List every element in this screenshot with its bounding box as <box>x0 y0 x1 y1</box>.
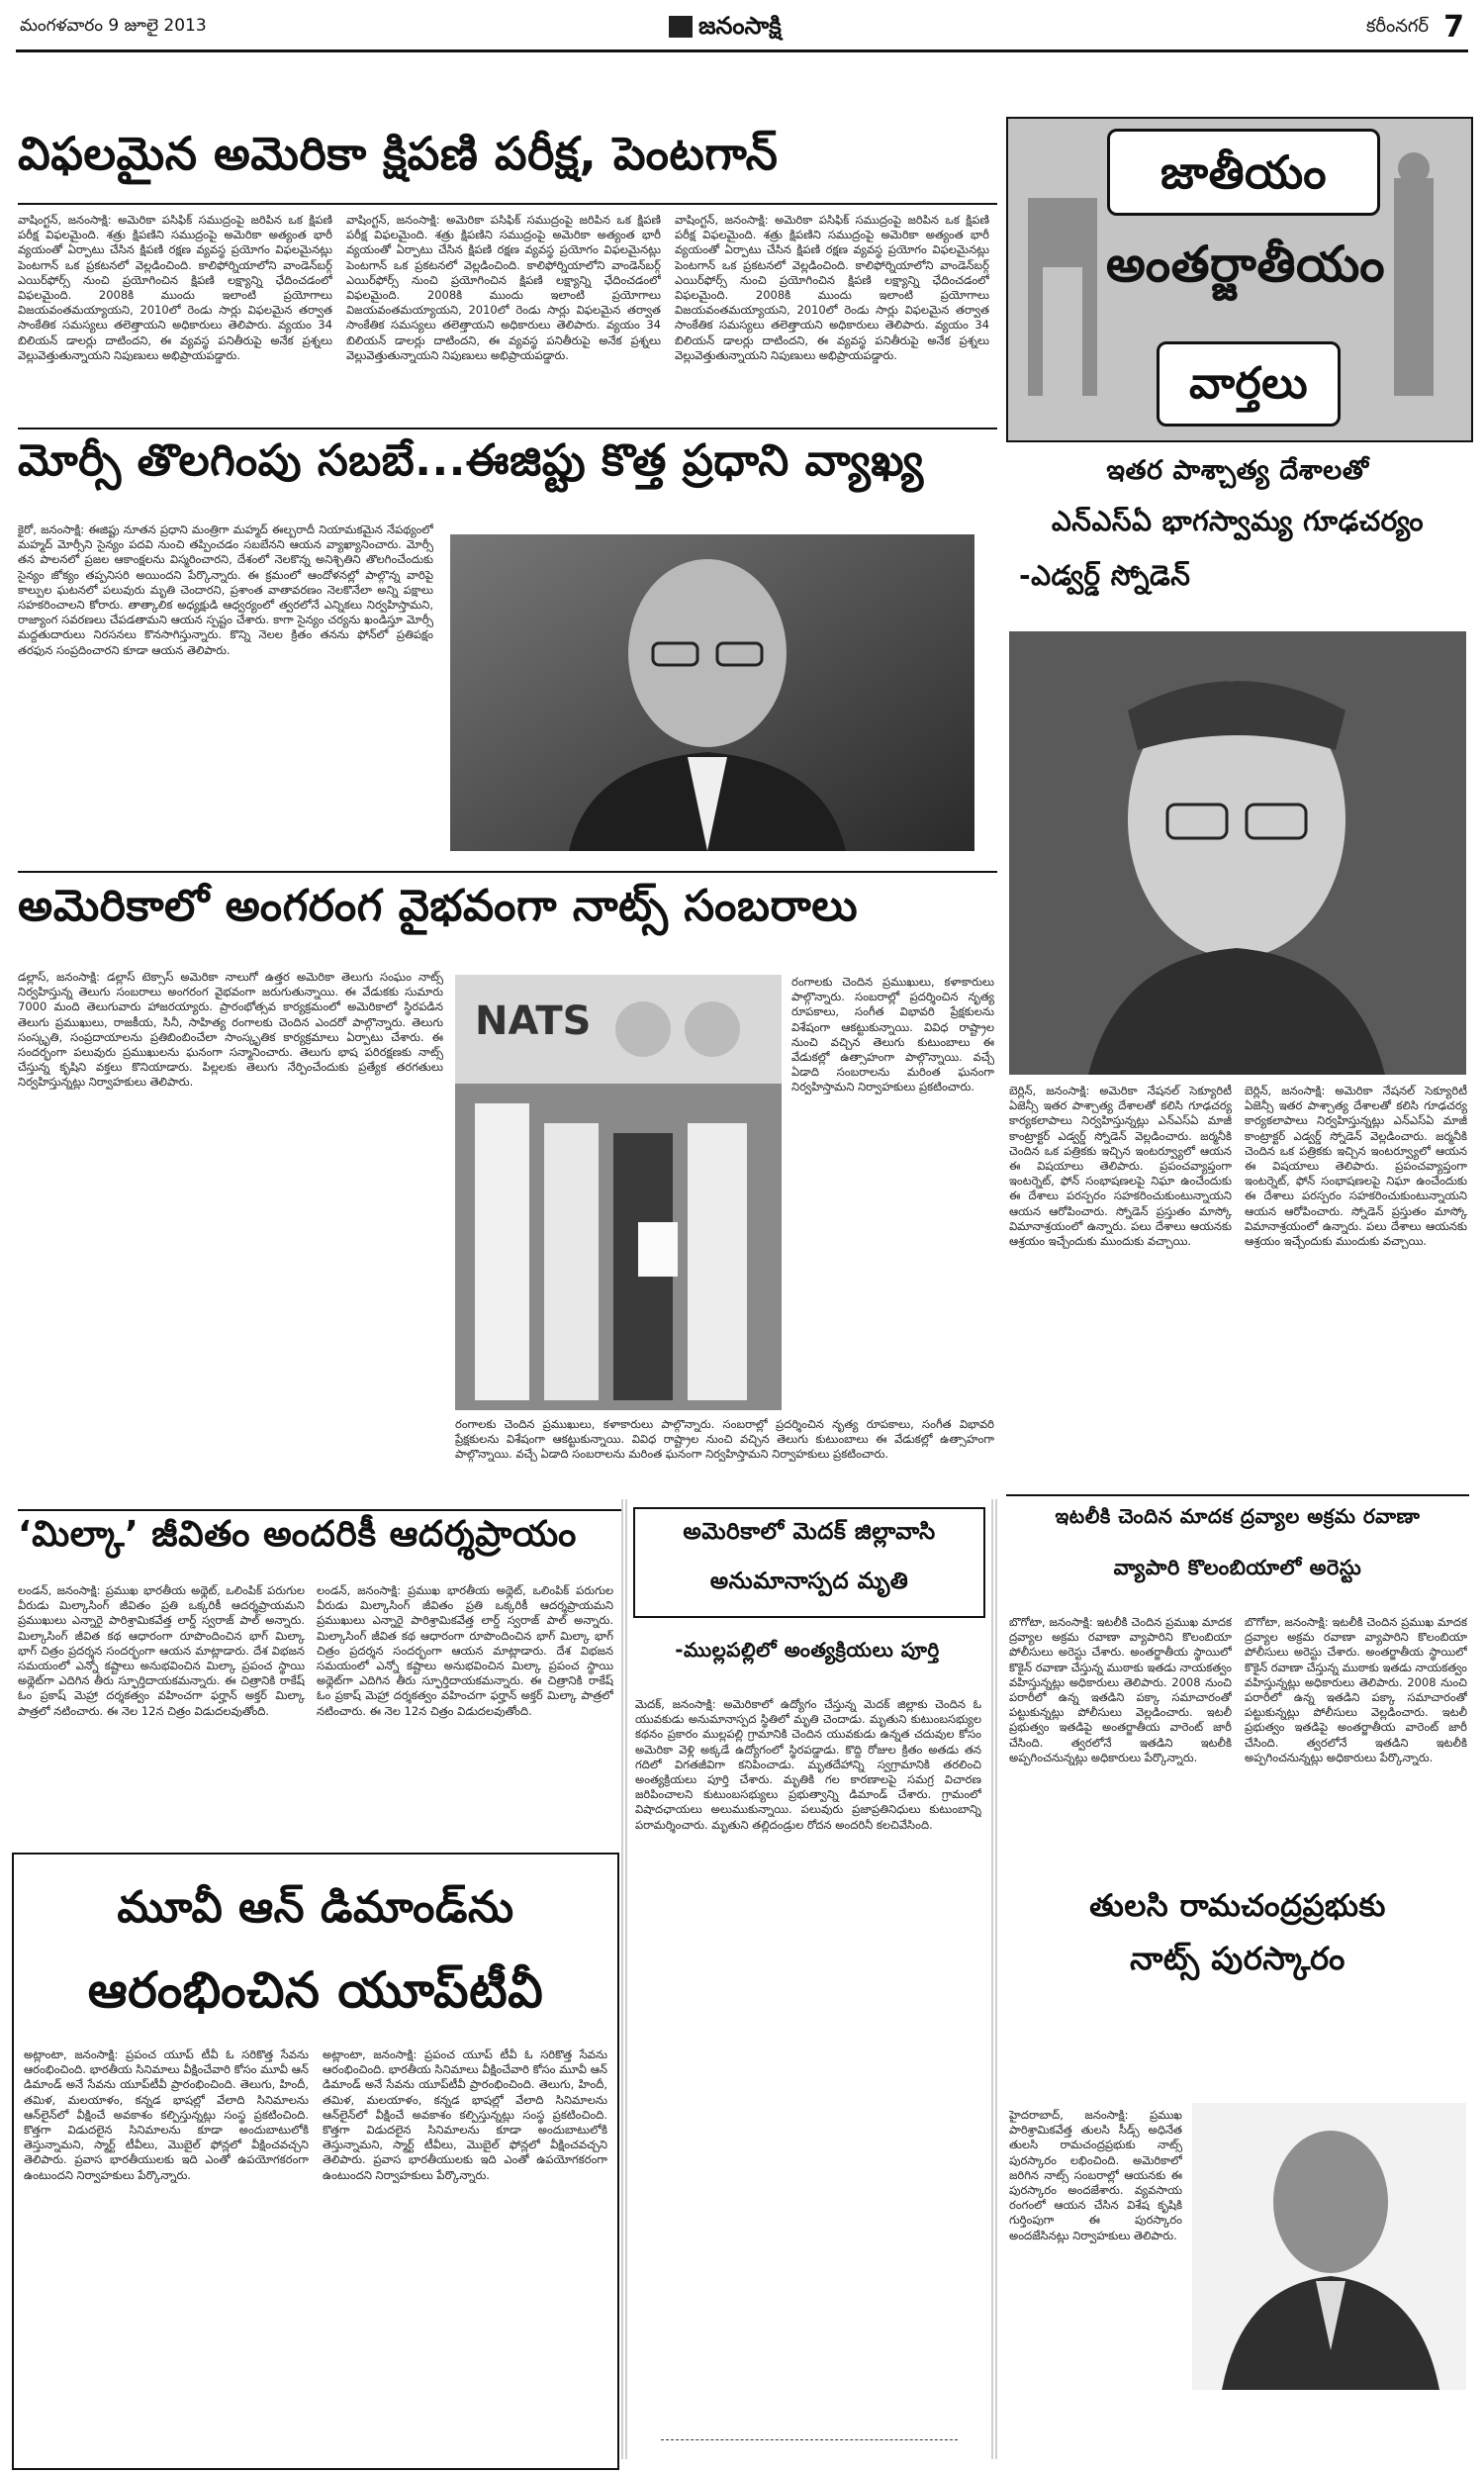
drugs-headline-line2: వ్యాపారి కొలంబియాలో అరెస్టు <box>1113 1556 1362 1579</box>
issue-date: మంగళవారం 9 జూలై 2013 <box>20 16 207 36</box>
uptv-body-col2: అట్లాంటా, జనంసాక్షి: ప్రపంచ యూప్‌ టీవీ ఓ సరికొత్త సేవను ఆరంభించింది. భారతీయ సినిమాలు వీక్షించేవారి కోసం మూవీ ఆన్‌ డిమాండ్‌ అనే సేవను యూప్‌టీవీ ప్రారంభించింది. తెలుగు, హిందీ, తమిళ, మలయాళం, కన్నడ భాషల్లో వేలాది సినిమాలను ఆన్‌లైన్‌లో వీక్షించే అవకాశం కల్పిస్తున్నట్లు సంస్థ ప్రకటించింది. కొత్తగా విడుదలైన సినిమాలను కూడా అందుబాటులోకి తెస్తున్నామని, స్మార్ట్‌ టీవీలు, మొబైల్‌ ఫోన్లలో వీక్షించవచ్చని తెలిపారు. ప్రవాస భారతీయులకు ఇది ఎంతో ఉపయోగకరంగా ఉంటుందని నిర్వాహకులు పేర్కొన్నారు. <box>323 2047 607 2182</box>
nats-banner-text: NATS <box>475 999 592 1044</box>
decorative-border <box>621 1499 627 2459</box>
decorative-border <box>991 1499 997 2459</box>
snowden-body-col1: బెర్లిన్‌, జనంసాక్షి: అమెరికా నేషనల్‌ సెక్యూరిటీ ఏజెన్సీ ఇతర పాశ్చాత్య దేశాలతో కలిసి గూఢచర్య కార్యకలాపాలు నిర్వహిస్తున్నట్లు ఎన్‌ఎస్‌ఏ మాజీ కాంట్రాక్టర్‌ ఎడ్వర్డ్‌ స్నోడెన్‌ వెల్లడించారు. జర్మనీకి చెందిన ఒక పత్రికకు ఇచ్చిన ఇంటర్వ్యూలో ఆయన ఈ విషయాలు తెలిపారు. ప్రపంచవ్యాప్తంగా ఇంటర్నెట్‌, ఫోన్‌ సంభాషణలపై నిఘా ఉంచేందుకు ఈ దేశాలు పరస్పరం సహకరించుకుంటున్నాయని ఆయన ఆరోపించారు. స్నోడెన్‌ ప్రస్తుతం మాస్కో విమానాశ్రయంలో ఉన్నారు. పలు దేశాలు ఆయనకు ఆశ్రయం ఇచ్చేందుకు ముందుకు వచ్చాయి. <box>1009 1084 1232 1249</box>
tulasi-headline-line2: నాట్స్‌ పురస్కారం <box>1130 1940 1345 1977</box>
divider <box>1006 1494 1469 1496</box>
uptv-headline-line1: మూవీ ఆన్‌ డిమాండ్‌ను <box>117 1882 514 1933</box>
dashed-divider <box>661 2439 958 2440</box>
uptv-headline-line2: ఆరంభించిన యూప్‌టీవీ <box>87 1961 544 2019</box>
masthead-bar <box>16 10 1468 52</box>
medak-headline-box <box>633 1507 985 1618</box>
snowden-headline-line2: ఎన్‌ఎస్‌ఏ భాగస్వామ్య గూఢచర్యం <box>1051 505 1425 537</box>
milkha-headline: ‘మిల్కా’ జీవితం అందరికీ ఆదర్శప్రాయం <box>18 1514 577 1555</box>
divider <box>18 1509 621 1511</box>
tulasi-photo <box>1192 2103 1466 2390</box>
medak-headline-line2: అనుమానాస్పద మృతి <box>709 1569 909 1594</box>
nats-headline: అమెరికాలో అంగరంగ వైభవంగా నాట్స్‌ సంబరాలు <box>18 881 859 931</box>
event-photo-illustration <box>455 975 782 1410</box>
morsi-photo <box>450 534 974 851</box>
drugs-headline-line1: ఇటలీకి చెందిన మాదక ద్రవ్యాల అక్రమ రవాణా <box>1055 1504 1421 1528</box>
banner-line3: వార్తలు <box>1157 341 1341 427</box>
morsi-headline: మోర్సీ తొలగింపు సబబే...ఈజిప్టు కొత్త ప్రధాని వ్యాఖ్య <box>18 435 924 486</box>
milkha-body-col2: లండన్‌, జనంసాక్షి: ప్రముఖ భారతీయ అథ్లెట్‌, ఒలింపిక్‌ పరుగుల వీరుడు మిల్కాసింగ్‌ జీవితం ప్రతి ఒక్కరికీ ఆదర్శప్రాయమని ప్రముఖులు ఎన్నారై పారిశ్రామికవేత్త లార్డ్‌ స్వరాజ్‌ పాల్‌ అన్నారు. మిల్కాసింగ్‌ జీవిత కథ ఆధారంగా రూపొందించిన భాగ్‌ మిల్కా భాగ్‌ చిత్రం ప్రదర్శన సందర్భంగా ఆయన మాట్లాడారు. దేశ విభజన సమయంలో ఎన్నో కష్టాలు అనుభవించిన మిల్కా ప్రపంచ స్థాయి అథ్లెట్‌గా ఎదిగిన తీరు స్ఫూర్తిదాయకమన్నారు. ఈ చిత్రానికి రాకేష్‌ ఓం ప్రకాష్‌ మెహ్రా దర్శకత్వం వహించగా ఫర్హాన్‌ అక్తర్‌ మిల్కా పాత్రలో నటించారు. ఈ నెల 12న చిత్రం విడుదలవుతోంది. <box>317 1583 613 1718</box>
newspaper-logo <box>669 12 782 46</box>
drugs-body-col2: బొగోటా, జనంసాక్షి: ఇటలీకి చెందిన ప్రముఖ మాదక ద్రవ్యాల అక్రమ రవాణా వ్యాపారిని కొలంబియా పోలీసులు అరెస్టు చేశారు. అంతర్జాతీయ స్థాయిలో కొకైన్‌ రవాణా చేస్తున్న ముఠాకు ఇతడు నాయకత్వం వహిస్తున్నట్లు అధికారులు తెలిపారు. 2008 నుంచి పరారీలో ఉన్న ఇతడిని పక్కా సమాచారంతో పట్టుకున్నట్లు పోలీసులు వెల్లడించారు. ఇటలీ ప్రభుత్వం ఇతడిపై అంతర్జాతీయ వారెంట్‌ జారీ చేసింది. త్వరలోనే ఇతడిని ఇటలీకి అప్పగించనున్నట్లు అధికారులు పేర్కొన్నారు. <box>1245 1615 1467 1764</box>
medak-subhead: -ముల్లపల్లిలో అంత్యక్రియలు పూర్తి <box>675 1638 940 1662</box>
medak-headline-line1: అమెరికాలో మెదక్‌ జిల్లావాసి <box>683 1519 936 1545</box>
page-number: 7 <box>1443 10 1464 45</box>
milkha-body-col1: లండన్‌, జనంసాక్షి: ప్రముఖ భారతీయ అథ్లెట్‌, ఒలింపిక్‌ పరుగుల వీరుడు మిల్కాసింగ్‌ జీవితం ప్రతి ఒక్కరికీ ఆదర్శప్రాయమని ప్రముఖులు ఎన్నారై పారిశ్రామికవేత్త లార్డ్‌ స్వరాజ్‌ పాల్‌ అన్నారు. మిల్కాసింగ్‌ జీవిత కథ ఆధారంగా రూపొందించిన భాగ్‌ మిల్కా భాగ్‌ చిత్రం ప్రదర్శన సందర్భంగా ఆయన మాట్లాడారు. దేశ విభజన సమయంలో ఎన్నో కష్టాలు అనుభవించిన మిల్కా ప్రపంచ స్థాయి అథ్లెట్‌గా ఎదిగిన తీరు స్ఫూర్తిదాయకమన్నారు. ఈ చిత్రానికి రాకేష్‌ ఓం ప్రకాష్‌ మెహ్రా దర్శకత్వం వహించగా ఫర్హాన్‌ అక్తర్‌ మిల్కా పాత్రలో నటించారు. ఈ నెల 12న చిత్రం విడుదలవుతోంది. <box>18 1583 305 1718</box>
nats-body-cont: రంగాలకు చెందిన ప్రముఖులు, కళాకారులు పాల్గొన్నారు. సంబరాల్లో ప్రదర్శించిన నృత్య రూపకాలు, సంగీత విభావరి ప్రేక్షకులను విశేషంగా ఆకట్టుకున్నాయి. వివిధ రాష్ట్రాల నుంచి వచ్చిన తెలుగు కుటుంబాలు ఈ వేడుకల్లో ఉత్సాహంగా పాల్గొన్నాయి. వచ్చే ఏడాది సంబరాలను మరింత ఘనంగా నిర్వహిస్తామని నిర్వాహకులు ప్రకటించారు. <box>455 1417 994 1462</box>
snowden-photo <box>1009 631 1466 1075</box>
banner-line2: అంతర్జాతీయం <box>1105 236 1386 293</box>
snowden-subhead: -ఎడ్వర్డ్‌ స్నోడెన్‌ <box>1019 559 1191 592</box>
snowden-body-col2: బెర్లిన్‌, జనంసాక్షి: అమెరికా నేషనల్‌ సెక్యూరిటీ ఏజెన్సీ ఇతర పాశ్చాత్య దేశాలతో కలిసి గూఢచర్య కార్యకలాపాలు నిర్వహిస్తున్నట్లు ఎన్‌ఎస్‌ఏ మాజీ కాంట్రాక్టర్‌ ఎడ్వర్డ్‌ స్నోడెన్‌ వెల్లడించారు. జర్మనీకి చెందిన ఒక పత్రికకు ఇచ్చిన ఇంటర్వ్యూలో ఆయన ఈ విషయాలు తెలిపారు. ప్రపంచవ్యాప్తంగా ఇంటర్నెట్‌, ఫోన్‌ సంభాషణలపై నిఘా ఉంచేందుకు ఈ దేశాలు పరస్పరం సహకరించుకుంటున్నాయని ఆయన ఆరోపించారు. స్నోడెన్‌ ప్రస్తుతం మాస్కో విమానాశ్రయంలో ఉన్నారు. పలు దేశాలు ఆయనకు ఆశ్రయం ఇచ్చేందుకు ముందుకు వచ్చాయి. <box>1245 1084 1467 1249</box>
tulasi-headline-line1: తులసి రామచంద్రప్రభుకు <box>1089 1888 1386 1924</box>
medak-body: మెదక్‌, జనంసాక్షి: అమెరికాలో ఉద్యోగం చేస్తున్న మెదక్‌ జిల్లాకు చెందిన ఓ యువకుడు అనుమానాస్పద స్థితిలో మృతి చెందాడు. మృతుని కుటుంబసభ్యుల కథనం ప్రకారం ముల్లపల్లి గ్రామానికి చెందిన యువకుడు ఉన్నత చదువుల కోసం అమెరికా వెళ్లి అక్కడే ఉద్యోగంలో స్థిరపడ్డాడు. కొద్ది రోజుల క్రితం అతడు తన గదిలో విగతజీవిగా కనిపించాడు. మృతదేహాన్ని స్వగ్రామానికి తరలించి అంత్యక్రియలు పూర్తి చేశారు. మృతికి గల కారణాలపై సమగ్ర విచారణ జరిపించాలని కుటుంబసభ్యులు ప్రభుత్వాన్ని డిమాండ్‌ చేశారు. గ్రామంలో విషాదఛాయలు అలుముకున్నాయి. పలువురు ప్రజాప్రతినిధులు కుటుంబాన్ని పరామర్శించారు. మృతుని తల్లిదండ్రుల రోదన అందరినీ కలచివేసింది. <box>635 1697 981 1832</box>
nats-event-photo <box>455 975 782 1410</box>
drugs-body-col1: బొగోటా, జనంసాక్షి: ఇటలీకి చెందిన ప్రముఖ మాదక ద్రవ్యాల అక్రమ రవాణా వ్యాపారిని కొలంబియా పోలీసులు అరెస్టు చేశారు. అంతర్జాతీయ స్థాయిలో కొకైన్‌ రవాణా చేస్తున్న ముఠాకు ఇతడు నాయకత్వం వహిస్తున్నట్లు అధికారులు తెలిపారు. 2008 నుంచి పరారీలో ఉన్న ఇతడిని పక్కా సమాచారంతో పట్టుకున్నట్లు పోలీసులు వెల్లడించారు. ఇటలీ ప్రభుత్వం ఇతడిపై అంతర్జాతీయ వారెంట్‌ జారీ చేసింది. త్వరలోనే ఇతడిని ఇటలీకి అప్పగించనున్నట్లు అధికారులు పేర్కొన్నారు. <box>1009 1615 1232 1764</box>
divider <box>18 203 997 205</box>
uptv-body-col1: అట్లాంటా, జనంసాక్షి: ప్రపంచ యూప్‌ టీవీ ఓ సరికొత్త సేవను ఆరంభించింది. భారతీయ సినిమాలు వీక్షించేవారి కోసం మూవీ ఆన్‌ డిమాండ్‌ అనే సేవను యూప్‌టీవీ ప్రారంభించింది. తెలుగు, హిందీ, తమిళ, మలయాళం, కన్నడ భాషల్లో వేలాది సినిమాలను ఆన్‌లైన్‌లో వీక్షించే అవకాశం కల్పిస్తున్నట్లు సంస్థ ప్రకటించింది. కొత్తగా విడుదలైన సినిమాలను కూడా అందుబాటులోకి తెస్తున్నామని, స్మార్ట్‌ టీవీలు, మొబైల్‌ ఫోన్లలో వీక్షించవచ్చని తెలిపారు. ప్రవాస భారతీయులకు ఇది ఎంతో ఉపయోగకరంగా ఉంటుందని నిర్వాహకులు పేర్కొన్నారు. <box>24 2047 309 2182</box>
morsi-body: కైరో, జనంసాక్షి: ఈజిప్టు నూతన ప్రధాని మంత్రిగా మహ్మద్‌ ఈల్బరాదీ నియామకమైన నేపథ్యంలో మహ్మద్‌ మోర్సీని సైన్యం పదవి నుంచి తప్పించడం సబబేనని ఆయన వ్యాఖ్యానించారు. మోర్సీ తన పాలనలో ప్రజల ఆకాంక్షలను విస్మరించారని, దేశంలో నెలకొన్న అనిశ్చితిని తొలగించేందుకు సైన్యం జోక్యం తప్పనిసరి అయిందని పేర్కొన్నారు. ఈ క్రమంలో ఆందోళనల్లో పాల్గొన్న వారిపై కాల్పుల ఘటనలో పలువురు మృతి చెందారని, ప్రశాంత వాతావరణం నెలకొనేలా అన్ని పక్షాలు సహకరించాలని కోరారు. తాత్కాలిక అధ్యక్షుడి ఆధ్వర్యంలో త్వరలోనే ఎన్నికలు నిర్వహిస్తామని, రాజ్యాంగ సవరణలు చేపడతామని ఆయన స్పష్టం చేశారు. కాగా సైన్యం చర్యను ఖండిస్తూ మోర్సీ మద్దతుదారులు నిరసనలు కొనసాగిస్తున్నారు. కొన్ని నెలల క్రితం తనను ఫోన్‌లో ప్రతిపక్షం తరఫున సంప్రదించారని కూడా ఆయన తెలిపారు. <box>18 523 433 657</box>
banner-line1: జాతీయం <box>1107 129 1380 216</box>
missile-body-col1: వాషింగ్టన్‌, జనంసాక్షి: అమెరికా పసిఫిక్‌ సముద్రంపై జరిపిన ఒక క్షిపణి పరీక్ష విఫలమైంది. శత్రు క్షిపణిని సముద్రంపై అమెరికా అత్యంత భారీ వ్యయంతో ఏర్పాటు చేసిన క్షిపణి రక్షణ వ్యవస్థ ప్రయోగం విఫలమైనట్లు పెంటగాన్‌ ఒక ప్రకటనలో వెల్లడించింది. కాలిఫోర్నియాలోని వాండెన్‌బర్గ్‌ ఎయిర్‌ఫోర్స్‌ నుంచి ప్రయోగించిన క్షిపణి లక్ష్యాన్ని ఛేదించడంలో విఫలమైంది. 2008కి ముందు ఇలాంటి ప్రయోగాలు విజయవంతమయ్యాయని, 2010లో రెండు సార్లు విఫలమైన తర్వాత సాంకేతిక సమస్యలు తలెత్తాయని అధికారులు తెలిపారు. వ్యయం 34 బిలియన్‌ డాలర్లు దాటిందని, ఈ వ్యవస్థ పనితీరుపై అనేక ప్రశ్నలు వెల్లువెత్తుతున్నాయని నిపుణులు అభిప్రాయపడ్డారు. <box>18 213 332 362</box>
divider <box>18 871 997 873</box>
portrait-illustration <box>450 534 974 851</box>
tulasi-body: హైదరాబాద్‌, జనంసాక్షి: ప్రముఖ పారిశ్రామికవేత్త తులసి సీడ్స్‌ అధినేత తులసి రామచంద్రప్రభుకు నాట్స్‌ పురస్కారం లభించింది. అమెరికాలో జరిగిన నాట్స్‌ సంబరాల్లో ఆయనకు ఈ పురస్కారం అందజేశారు. వ్యవసాయ రంగంలో ఆయన చేసిన విశేష కృషికి గుర్తింపుగా ఈ పురస్కారం అందజేసినట్లు నిర్వాహకులు తెలిపారు. <box>1009 2108 1182 2242</box>
portrait-illustration <box>1192 2103 1466 2390</box>
section-banner <box>1006 117 1473 442</box>
logo-text: జనంసాక్షి <box>698 12 782 40</box>
missile-body-col2: వాషింగ్టన్‌, జనంసాక్షి: అమెరికా పసిఫిక్‌ సముద్రంపై జరిపిన ఒక క్షిపణి పరీక్ష విఫలమైంది. శత్రు క్షిపణిని సముద్రంపై అమెరికా అత్యంత భారీ వ్యయంతో ఏర్పాటు చేసిన క్షిపణి రక్షణ వ్యవస్థ ప్రయోగం విఫలమైనట్లు పెంటగాన్‌ ఒక ప్రకటనలో వెల్లడించింది. కాలిఫోర్నియాలోని వాండెన్‌బర్గ్‌ ఎయిర్‌ఫోర్స్‌ నుంచి ప్రయోగించిన క్షిపణి లక్ష్యాన్ని ఛేదించడంలో విఫలమైంది. 2008కి ముందు ఇలాంటి ప్రయోగాలు విజయవంతమయ్యాయని, 2010లో రెండు సార్లు విఫలమైన తర్వాత సాంకేతిక సమస్యలు తలెత్తాయని అధికారులు తెలిపారు. వ్యయం 34 బిలియన్‌ డాలర్లు దాటిందని, ఈ వ్యవస్థ పనితీరుపై అనేక ప్రశ్నలు వెల్లువెత్తుతున్నాయని నిపుణులు అభిప్రాయపడ్డారు. <box>346 213 661 362</box>
edition-location: కరీంనగర్ <box>1366 16 1429 37</box>
portrait-illustration <box>1009 631 1466 1075</box>
medak-article <box>621 1499 997 2474</box>
nats-body: డల్లాస్‌, జనంసాక్షి: డల్లాస్‌ టెక్సాస్‌ అమెరికా నాలుగో ఉత్తర అమెరికా తెలుగు సంఘం నాట్స్‌ నిర్వహిస్తున్న తెలుగు సంబరాలు అంగరంగ వైభవంగా జరుగుతున్నాయి. ఈ వేడుకకు సుమారు 7000 మంది తెలుగువారు హాజరయ్యారు. ప్రారంభోత్సవ కార్యక్రమంలో అమెరికాలో స్థిరపడిన తెలుగు ప్రముఖులు, రాజకీయ, సినీ, సాహిత్య రంగాలకు చెందిన ఎందరో పాల్గొన్నారు. తెలుగు సంస్కృతి, సంప్రదాయాలను ప్రతిబింబించేలా సాంస్కృతిక కార్యక్రమాలు ఏర్పాటు చేశారు. ఈ సందర్భంగా పలువురు ప్రముఖులను ఘనంగా సన్మానించారు. తెలుగు భాష పరిరక్షణకు నాట్స్‌ చేస్తున్న కృషిని వక్తలు కొనియాడారు. పిల్లలకు తెలుగు నేర్పించేందుకు ప్రత్యేక తరగతులు నిర్వహిస్తున్నట్లు నిర్వాహకులు తెలిపారు. <box>18 970 443 1090</box>
nats-body-col3: రంగాలకు చెందిన ప్రముఖులు, కళాకారులు పాల్గొన్నారు. సంబరాల్లో ప్రదర్శించిన నృత్య రూపకాలు, సంగీత విభావరి ప్రేక్షకులను విశేషంగా ఆకట్టుకున్నాయి. వివిధ రాష్ట్రాల నుంచి వచ్చిన తెలుగు కుటుంబాలు ఈ వేడుకల్లో ఉత్సాహంగా పాల్గొన్నాయి. వచ్చే ఏడాది సంబరాలను మరింత ఘనంగా నిర్వహిస్తామని నిర్వాహకులు ప్రకటించారు. <box>791 975 994 1094</box>
logo-icon <box>669 16 693 38</box>
missile-body-col3: వాషింగ్టన్‌, జనంసాక్షి: అమెరికా పసిఫిక్‌ సముద్రంపై జరిపిన ఒక క్షిపణి పరీక్ష విఫలమైంది. శత్రు క్షిపణిని సముద్రంపై అమెరికా అత్యంత భారీ వ్యయంతో ఏర్పాటు చేసిన క్షిపణి రక్షణ వ్యవస్థ ప్రయోగం విఫలమైనట్లు పెంటగాన్‌ ఒక ప్రకటనలో వెల్లడించింది. కాలిఫోర్నియాలోని వాండెన్‌బర్గ్‌ ఎయిర్‌ఫోర్స్‌ నుంచి ప్రయోగించిన క్షిపణి లక్ష్యాన్ని ఛేదించడంలో విఫలమైంది. 2008కి ముందు ఇలాంటి ప్రయోగాలు విజయవంతమయ్యాయని, 2010లో రెండు సార్లు విఫలమైన తర్వాత సాంకేతిక సమస్యలు తలెత్తాయని అధికారులు తెలిపారు. వ్యయం 34 బిలియన్‌ డాలర్లు దాటిందని, ఈ వ్యవస్థ పనితీరుపై అనేక ప్రశ్నలు వెల్లువెత్తుతున్నాయని నిపుణులు అభిప్రాయపడ్డారు. <box>675 213 989 362</box>
missile-headline: విఫలమైన అమెరికా క్షిపణి పరీక్ష, పెంటగాన్ <box>18 127 779 180</box>
snowden-headline-line1: ఇతర పాశ్చాత్య దేశాలతో <box>1106 455 1369 486</box>
divider <box>18 428 997 429</box>
uptv-article-box <box>12 1853 619 2470</box>
